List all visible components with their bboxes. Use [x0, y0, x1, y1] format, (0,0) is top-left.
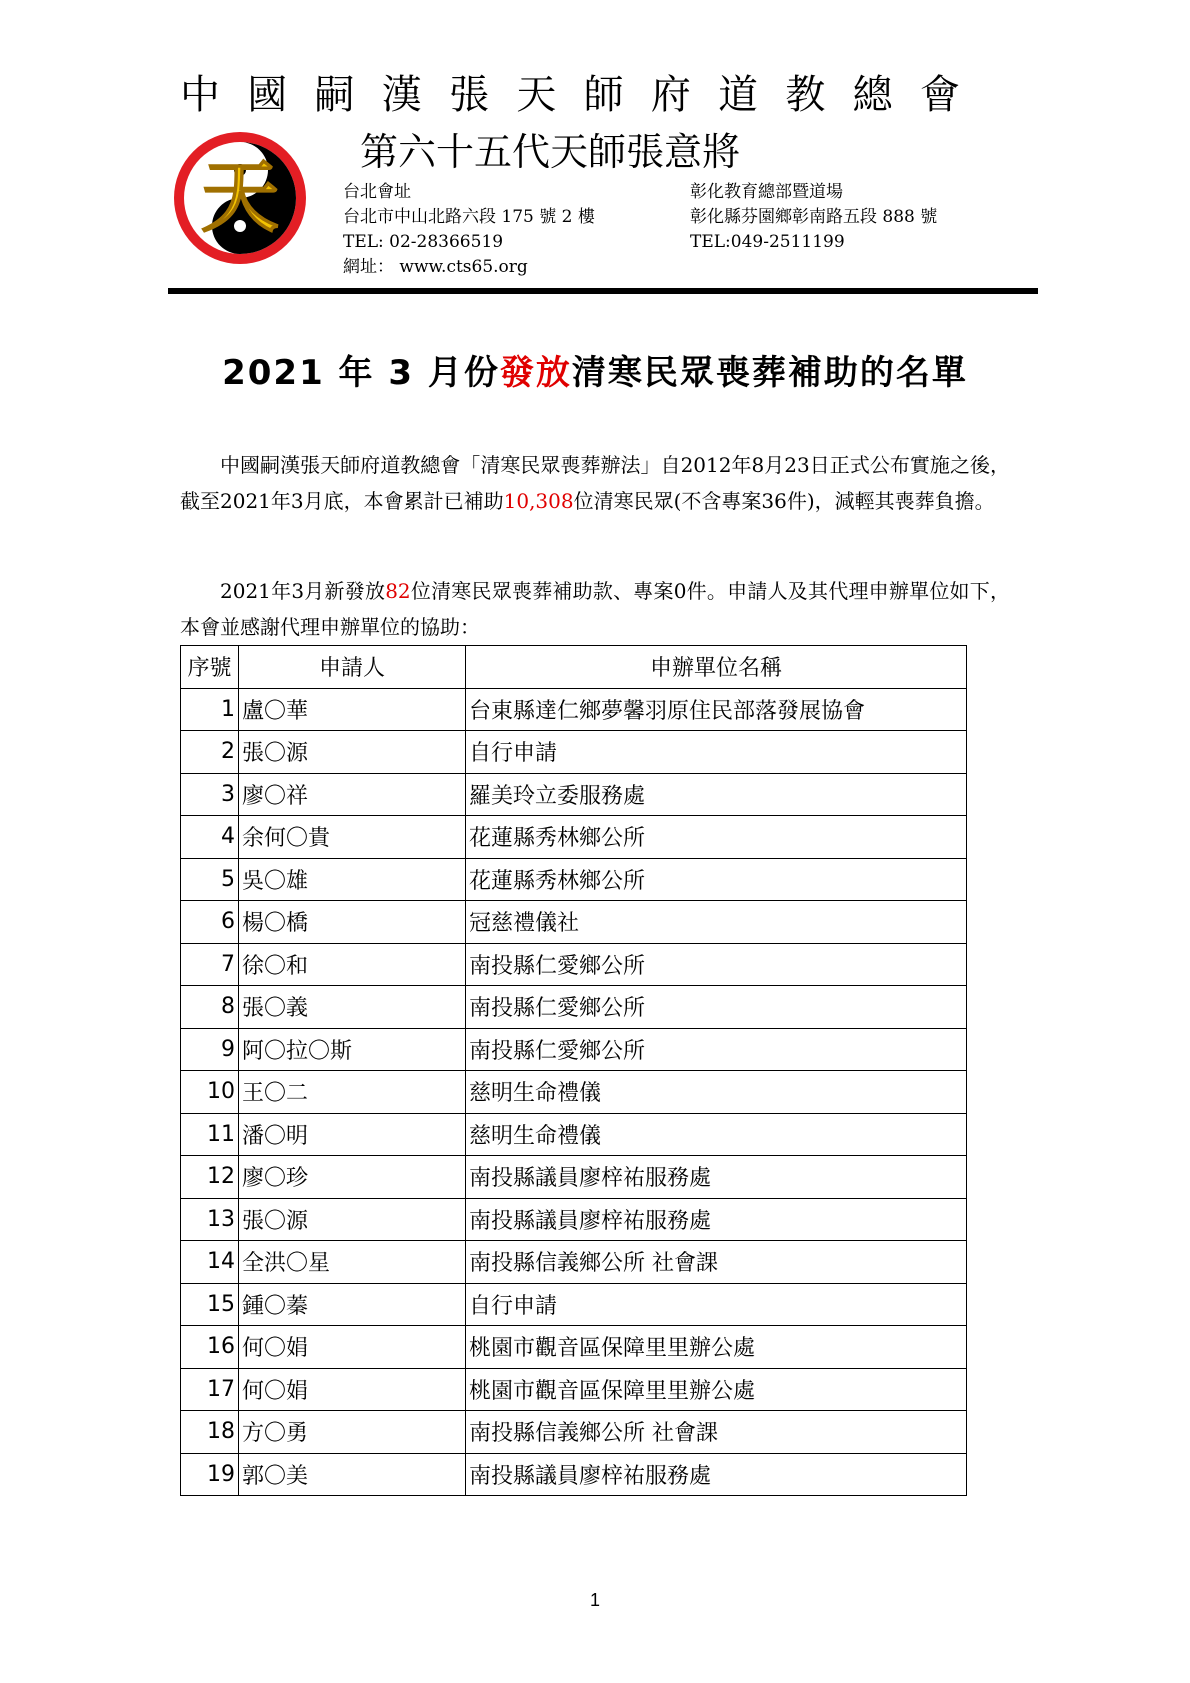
org-char: 漢: [381, 72, 422, 118]
row-number: 13: [181, 1198, 239, 1241]
applying-unit: 南投縣議員廖梓祐服務處: [466, 1453, 967, 1496]
applicant-name: 何〇娟: [239, 1326, 466, 1369]
row-number: 17: [181, 1368, 239, 1411]
header-divider: [168, 288, 1038, 294]
applying-unit: 自行申請: [466, 1283, 967, 1326]
applying-unit: 南投縣仁愛鄉公所: [466, 1028, 967, 1071]
applicant-name: 張〇義: [239, 986, 466, 1029]
taipei-address: 台北市中山北路六段 175 號 2 樓: [343, 207, 595, 227]
row-number: 15: [181, 1283, 239, 1326]
org-char: 張: [449, 72, 490, 118]
row-number: 16: [181, 1326, 239, 1369]
page-number: 1: [589, 1590, 600, 1610]
org-char: 教: [785, 72, 826, 118]
table-row: [181, 1326, 967, 1369]
applicant-name: 吳〇雄: [239, 858, 466, 901]
table-row: [181, 731, 967, 774]
taipei-heading: 台北會址: [343, 182, 411, 202]
organization-name: [180, 70, 960, 120]
applying-unit: 南投縣信義鄉公所 社會課: [466, 1411, 967, 1454]
monthly-paragraph: [180, 573, 1010, 645]
org-char: 總: [852, 72, 893, 118]
intro-paragraph: [180, 447, 1010, 519]
applicant-name: 阿〇拉〇斯: [239, 1028, 466, 1071]
changhua-tel: TEL:049-2511199: [690, 232, 845, 252]
applying-unit: 冠慈禮儀社: [466, 901, 967, 944]
table-row: [181, 1028, 967, 1071]
applying-unit: 桃園市觀音區保障里里辦公處: [466, 1368, 967, 1411]
applicant-name: 方〇勇: [239, 1411, 466, 1454]
org-char: 嗣: [314, 72, 355, 118]
applying-unit: 羅美玲立委服務處: [466, 773, 967, 816]
row-number: 8: [181, 986, 239, 1029]
row-number: 2: [181, 731, 239, 774]
row-number: 6: [181, 901, 239, 944]
header-applicant: 申請人: [239, 646, 466, 689]
table-row: [181, 943, 967, 986]
applicant-name: 鍾〇蓁: [239, 1283, 466, 1326]
table-row: [181, 858, 967, 901]
org-char: 會: [919, 72, 960, 118]
applying-unit: 花蓮縣秀林鄉公所: [466, 858, 967, 901]
header-unit: 申辦單位名稱: [466, 646, 967, 689]
org-char: 府: [650, 72, 691, 118]
table-row: [181, 1071, 967, 1114]
row-number: 4: [181, 816, 239, 859]
master-title: 第六十五代天師張意將: [359, 130, 740, 174]
table-row: [181, 1368, 967, 1411]
monthly-text-end: 位清寒民眾喪葬補助款、專案0件。申請人及其代理申辦單位如下，本會並感謝代理申辦單位的協助：: [180, 579, 1011, 639]
row-number: 19: [181, 1453, 239, 1496]
applicant-name: 廖〇珍: [239, 1156, 466, 1199]
table-row: [181, 986, 967, 1029]
table-row: [181, 1113, 967, 1156]
applying-unit: 桃園市觀音區保障里里辦公處: [466, 1326, 967, 1369]
row-number: 10: [181, 1071, 239, 1114]
table-row: [181, 1241, 967, 1284]
website[interactable]: 網址： www.cts65.org: [343, 257, 528, 277]
row-number: 1: [181, 688, 239, 731]
changhua-heading: 彰化教育總部暨道場: [690, 182, 843, 202]
title-prefix: 2021 年 3 月份: [222, 353, 500, 393]
applicant-name: 潘〇明: [239, 1113, 466, 1156]
table-row: [181, 1156, 967, 1199]
table-row: [181, 1453, 967, 1496]
row-number: 5: [181, 858, 239, 901]
table-row: [181, 1198, 967, 1241]
applicant-name: 郭〇美: [239, 1453, 466, 1496]
document-title: [0, 350, 1190, 396]
taipei-tel: TEL: 02-28366519: [343, 232, 504, 252]
applying-unit: 花蓮縣秀林鄉公所: [466, 816, 967, 859]
title-suffix: 清寒民眾喪葬補助的名單: [571, 353, 968, 393]
table-header-row: [181, 646, 967, 689]
applicant-name: 廖〇祥: [239, 773, 466, 816]
total-count: 10,308: [503, 489, 574, 513]
tianshi-logo: [170, 128, 310, 268]
row-number: 14: [181, 1241, 239, 1284]
applying-unit: 南投縣議員廖梓祐服務處: [466, 1156, 967, 1199]
applying-unit: 慈明生命禮儀: [466, 1071, 967, 1114]
row-number: 11: [181, 1113, 239, 1156]
org-char: 道: [718, 72, 759, 118]
applicant-name: 余何〇貴: [239, 816, 466, 859]
org-char: 國: [247, 72, 288, 118]
row-number: 7: [181, 943, 239, 986]
row-number: 9: [181, 1028, 239, 1071]
applicant-name: 楊〇橋: [239, 901, 466, 944]
applicant-name: 徐〇和: [239, 943, 466, 986]
table-row: [181, 773, 967, 816]
org-char: 天: [516, 72, 557, 118]
org-char: 中: [180, 72, 220, 118]
header-number: 序號: [181, 646, 239, 689]
applying-unit: 南投縣仁愛鄉公所: [466, 986, 967, 1029]
org-char: 師: [583, 72, 624, 118]
recipient-table: [180, 645, 967, 1496]
applying-unit: 自行申請: [466, 731, 967, 774]
applicant-name: 張〇源: [239, 731, 466, 774]
intro-text-end: 位清寒民眾(不含專案36件)，減輕其喪葬負擔。: [573, 489, 995, 513]
logo-character: 天: [200, 152, 280, 243]
changhua-address: 彰化縣芬園鄉彰南路五段 888 號: [690, 207, 938, 227]
applicant-name: 盧〇華: [239, 688, 466, 731]
table-row: [181, 816, 967, 859]
applicant-name: 何〇娟: [239, 1368, 466, 1411]
applicant-name: 王〇二: [239, 1071, 466, 1114]
title-highlight: 發放: [499, 353, 572, 393]
monthly-count: 82: [385, 579, 411, 603]
applicant-name: 張〇源: [239, 1198, 466, 1241]
table-row: [181, 1283, 967, 1326]
applicant-name: 全洪〇星: [239, 1241, 466, 1284]
row-number: 12: [181, 1156, 239, 1199]
monthly-text-start: 2021年3月新發放: [220, 579, 386, 603]
table-row: [181, 1411, 967, 1454]
taipei-address-block: [343, 180, 595, 280]
applying-unit: 台東縣達仁鄉夢馨羽原住民部落發展協會: [466, 688, 967, 731]
applying-unit: 南投縣信義鄉公所 社會課: [466, 1241, 967, 1284]
applying-unit: 慈明生命禮儀: [466, 1113, 967, 1156]
intro-text-start: 中國嗣漢張天師府道教總會「清寒民眾喪葬辦法」自2012年8月23日正式公布實施之後，截至2021年3月底，本會累計已補助: [180, 453, 1010, 513]
applying-unit: 南投縣議員廖梓祐服務處: [466, 1198, 967, 1241]
row-number: 3: [181, 773, 239, 816]
table-row: [181, 688, 967, 731]
row-number: 18: [181, 1411, 239, 1454]
changhua-address-block: [690, 180, 937, 255]
table-row: [181, 901, 967, 944]
applying-unit: 南投縣仁愛鄉公所: [466, 943, 967, 986]
